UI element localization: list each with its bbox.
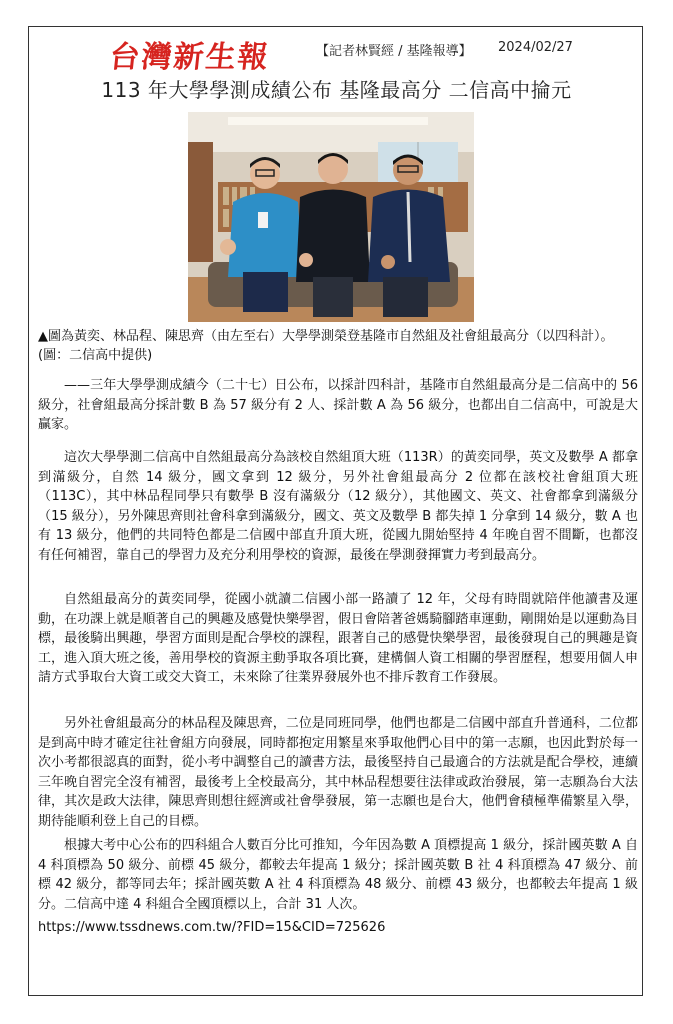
article-paragraph: 根據大考中心公布的四科組合人數百分比可推知，今年因為數 A 頂標提高 1 級分，採計國英數 A 自 4 科頂標為 50 級分、前標 45 級分，都較去年提高 1 級分；採計國英數 B 社 4 科頂標為 47 級分、前標 42 級分，都等同去年；採計國英數 A 社 4 科頂標為 48 級分、前標 43 級分，也都較去年提高 1 級分。二信高中達 4 科組合全國頂標以上，合計 31 人次。 <box>38 838 638 912</box>
article-paragraph: 這次大學學測二信高中自然組最高分為該校自然組頂大班（113R）的黃奕同學，英文及數學 A 都拿到滿級分，自然 14 級分，國文拿到 12 級分，另外社會組最高分 2 位都在該校社會組頂大班（113C），其中林品程同學只有數學 B 沒有滿級分（12 級分），其他國文、英文、社會都拿到滿級分（15 級分），另外陳思齊則社會科拿到滿級分，國文、英文及數學 B 都失掉 1 分拿到 14 級分，數 A 也有 13 級分，他們的共同特色都是二信國中部直升頂大班，從國九開始堅持 4 年晚自習不間斷，也都沒有任何補習，靠自己的學習力及充分利用學校的資源，最後在學測發揮實力考到最高分。 <box>38 450 638 563</box>
article-paragraph: 自然組最高分的黃奕同學，從國小就讀二信國小部一路讀了 12 年，父母有時間就陪伴他讀書及運動，在功課上就是順著自己的興趣及感覺快樂學習，假日會陪著爸媽騎腳踏車運動，剛開始是以運動為目標，最後騎出興趣，學習方面則是配合學校的課程，跟著自己的感覺快樂學習，最後發現自己的興趣是資工，進入頂大班之後，善用學校的資源主動爭取各項比賽，建構個人資工相關的學習歷程，想要用個人申請方式爭取台大資工或交大資工，未來除了往業界發展外也不排斥教育工作發展。 <box>38 592 638 685</box>
source-url: https://www.tssdnews.com.tw/?FID=15&CID=725626 <box>38 920 386 935</box>
publish-date: 2024/02/27 <box>498 40 573 55</box>
byline: 【記者林賢經 / 基隆報導】 <box>316 44 472 59</box>
article-paragraph: ——三年大學學測成績今（二十七）日公布，以採計四科計，基隆市自然組最高分是二信高中的 56 級分，社會組最高分採計數 B 為 57 級分有 2 人、採計數 A 為 56 級分，也都出自二信高中，可說是大贏家。 <box>38 378 638 432</box>
article-headline: 113 年大學學測成績公布 基隆最高分 二信高中掄元 <box>101 78 572 102</box>
newspaper-masthead: 台灣新生報 <box>107 40 272 75</box>
photo-caption: ▲圖為黃奕、林品程、陳思齊（由左至右）大學學測榮登基隆市自然組及社會組最高分（以四科計）。(圖：二信高中提供) <box>38 329 614 363</box>
article-paragraph: 另外社會組最高分的林品程及陳思齊，二位是同班同學，他們也都是二信國中部直升普通科，二位都是到高中時才確定往社會組方向發展，同時都抱定用繁星來爭取他們心目中的第一志願，也因此對於每一次小考都很認真的面對，從小考中調整自己的讀書方法，最後堅持自己最適合的方法就是配合學校，連續三年晚自習完全沒有補習，最後考上全校最高分，其中林品程想要往法律或政治發展，第一志願為台大法律，其次是政大法律，陳思齊則想往經濟或社會學發展，第一志願也是台大，他們會積極準備繁星入學，期待能順利登上自己的目標。 <box>38 716 638 829</box>
article-photo <box>188 112 474 322</box>
